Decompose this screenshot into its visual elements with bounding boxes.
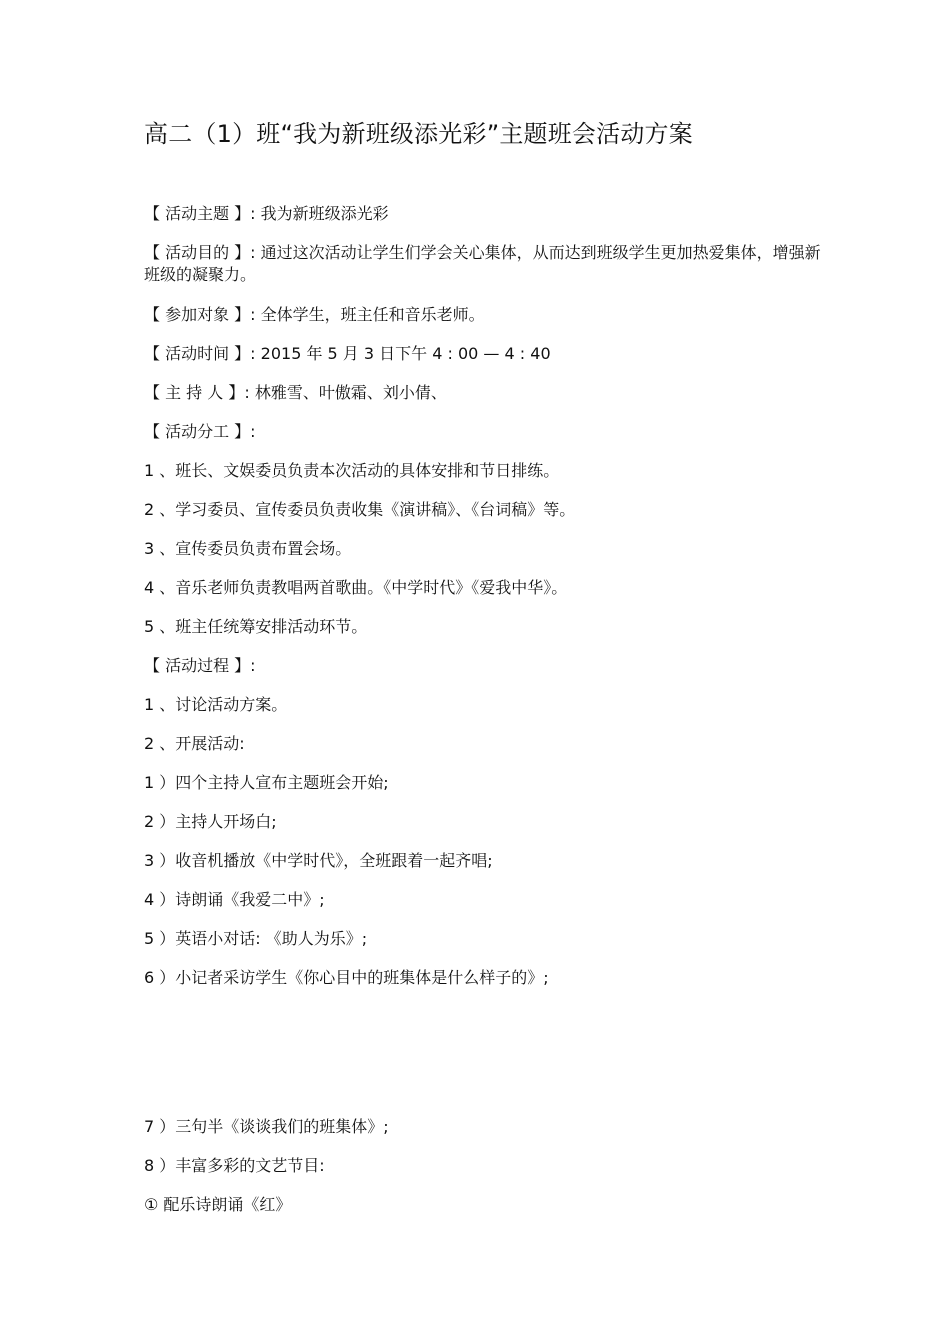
division-item: 1 、班长、文娱委员负责本次活动的具体安排和节日排练。 <box>144 461 560 480</box>
participants-line: 【 参加对象 】: 全体学生，班主任和音乐老师。 <box>144 305 485 324</box>
process-subitem: 3 ）收音机播放《中学时代》，全班跟着一起齐唱; <box>144 851 493 870</box>
process-item: 1 、讨论活动方案。 <box>144 695 288 714</box>
division-item: 5 、班主任统筹安排活动环节。 <box>144 617 368 636</box>
activity-theme-line: 【 活动主题 】: 我为新班级添光彩 <box>144 204 389 223</box>
process-subitem: 2 ）主持人开场白; <box>144 812 277 831</box>
process-subitem: 1 ）四个主持人宣布主题班会开始; <box>144 773 389 792</box>
division-item: 3 、宣传委员负责布置会场。 <box>144 539 352 558</box>
process-subitem: 5 ）英语小对话: 《助人为乐》; <box>144 929 368 948</box>
process-subitem: 6 ）小记者采访学生《你心目中的班集体是什么样子的》; <box>144 968 549 987</box>
hosts-line: 【 主 持 人 】: 林雅雪、叶傲霜、刘小倩、 <box>144 383 447 402</box>
activity-purpose-line: 【 活动目的 】: 通过这次活动让学生们学会关心集体，从而达到班级学生更加热爱集体，增强新班级的凝聚力。 <box>144 243 821 284</box>
process-subitem: 8 ）丰富多彩的文艺节目: <box>144 1156 325 1175</box>
division-item: 4 、音乐老师负责教唱两首歌曲。《中学时代》《爱我中华》。 <box>144 578 568 597</box>
process-heading: 【 活动过程 】: <box>144 656 256 675</box>
process-subitem: 4 ）诗朗诵《我爱二中》; <box>144 890 325 909</box>
division-item: 2 、学习委员、宣传委员负责收集《演讲稿》、《台词稿》等。 <box>144 500 576 519</box>
program-item: ① 配乐诗朗诵《红》 <box>144 1195 292 1214</box>
document-title: 高二（1）班“我为新班级添光彩”主题班会活动方案 <box>144 120 693 148</box>
division-heading: 【 活动分工 】: <box>144 422 256 441</box>
process-subitem: 7 ）三句半《谈谈我们的班集体》; <box>144 1117 389 1136</box>
process-item: 2 、开展活动: <box>144 734 245 753</box>
activity-time-line: 【 活动时间 】: 2015 年 5 月 3 日下午 4 : 00 — 4 : 40 <box>144 344 551 363</box>
